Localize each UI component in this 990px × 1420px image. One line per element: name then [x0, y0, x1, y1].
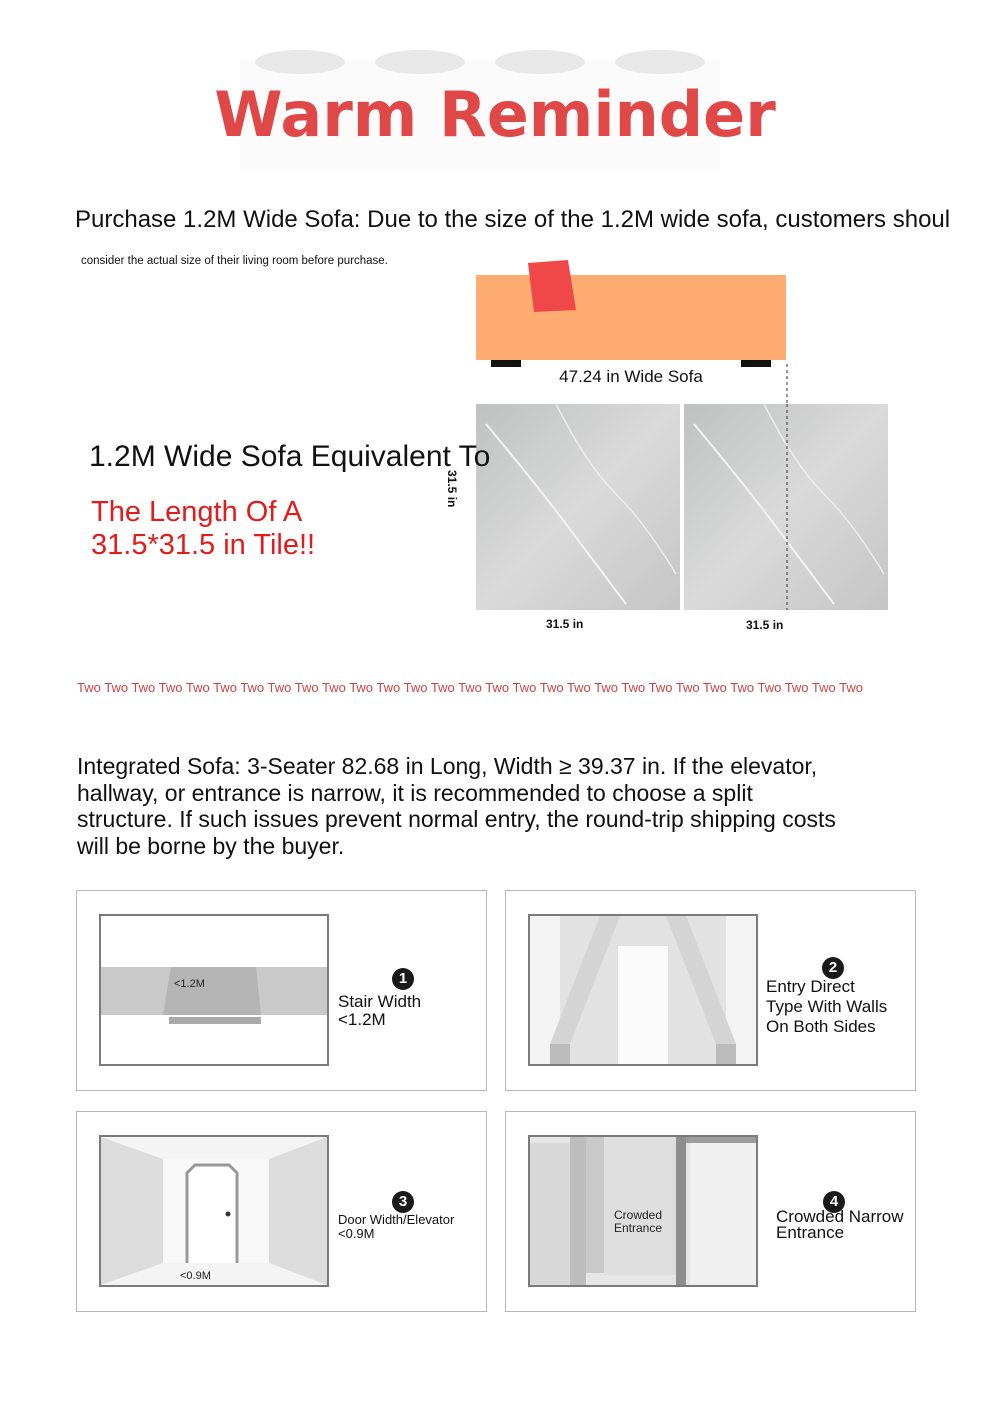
crowded-entrance-picture — [528, 1135, 758, 1287]
marble-tiles — [476, 404, 888, 610]
card-4-caption — [776, 1209, 904, 1241]
card-2-caption-line-2: Type With Walls — [766, 997, 888, 1016]
card-entry-walls — [505, 890, 916, 1091]
crowded-entrance-label-line-1: Crowded — [614, 1208, 663, 1222]
tile-length-line-1: The Length Of A — [91, 496, 303, 528]
number-badge-1: 1 — [392, 968, 414, 990]
corridor-illustration — [530, 916, 756, 1064]
crowded-entrance-label-line-2: Entrance — [614, 1221, 663, 1235]
number-badge-2: 2 — [822, 957, 844, 979]
tile-length-note — [91, 496, 315, 562]
sofa-measure-line — [786, 364, 790, 406]
tile-width-label-2: 31.5 in — [746, 618, 784, 632]
card-stair-width — [76, 890, 487, 1091]
crowded-entrance-label — [614, 1209, 662, 1235]
card-3-caption-line-2: <0.9M — [338, 1226, 375, 1241]
tile-length-line-2: 31.5*31.5 in Tile!! — [91, 529, 316, 561]
number-badge-3: 3 — [392, 1191, 414, 1213]
card-2-caption — [766, 977, 887, 1037]
door-illustration — [101, 1137, 327, 1285]
card-1-caption-line-2: <1.2M — [338, 1010, 386, 1029]
card-3-caption-line-1: Door Width/Elevator — [338, 1212, 455, 1227]
card-2-caption-line-1: Entry Direct — [766, 977, 855, 996]
tile-side-label: 31.5 in — [445, 470, 459, 508]
page-title: Warm Reminder — [214, 78, 776, 151]
stair-illustration — [101, 916, 327, 1064]
number-badge-4: 4 — [823, 1191, 845, 1213]
stair-width-label: <1.2M — [174, 978, 205, 990]
card-crowded-entrance — [505, 1111, 916, 1312]
card-4-caption-line-2: Entrance — [776, 1223, 845, 1242]
tile-width-label-1: 31.5 in — [546, 617, 584, 631]
card-1-caption — [338, 993, 421, 1029]
integrated-sofa-note: Integrated Sofa: 3-Seater 82.68 in Long, Width ≥ 39.37 in. If the elevator, hallway, or entrance is narrow, it is recommended to choose a split structure. If such issues prevent normal entry, the round-trip shipping costs will be borne by the buyer. — [77, 753, 836, 859]
card-door-width — [76, 1111, 487, 1312]
card-2-caption-line-3: On Both Sides — [766, 1017, 876, 1036]
equivalent-heading: 1.2M Wide Sofa Equivalent To — [89, 440, 491, 473]
card-4-caption-line-1: Crowded Narrow — [776, 1207, 904, 1226]
purchase-subnote: consider the actual size of their living room before purchase. — [81, 255, 388, 267]
card-3-caption — [338, 1213, 454, 1241]
sofa-illustration — [476, 260, 796, 370]
card-1-caption-line-1: Stair Width — [338, 992, 422, 1011]
corridor-picture — [528, 914, 758, 1066]
sofa-caption: 47.24 in Wide Sofa — [559, 367, 703, 386]
door-picture — [99, 1135, 329, 1287]
door-width-label: <0.9M — [180, 1270, 211, 1282]
stair-picture — [99, 914, 329, 1066]
separator-text: Two Two Two Two Two Two Two Two Two Two Two Two Two Two Two Two Two Two Two Two Two Two Two Two Two Two Two Two Two — [77, 680, 863, 695]
purchase-heading: Purchase 1.2M Wide Sofa: Due to the size of the 1.2M wide sofa, customers shoul — [75, 206, 951, 233]
